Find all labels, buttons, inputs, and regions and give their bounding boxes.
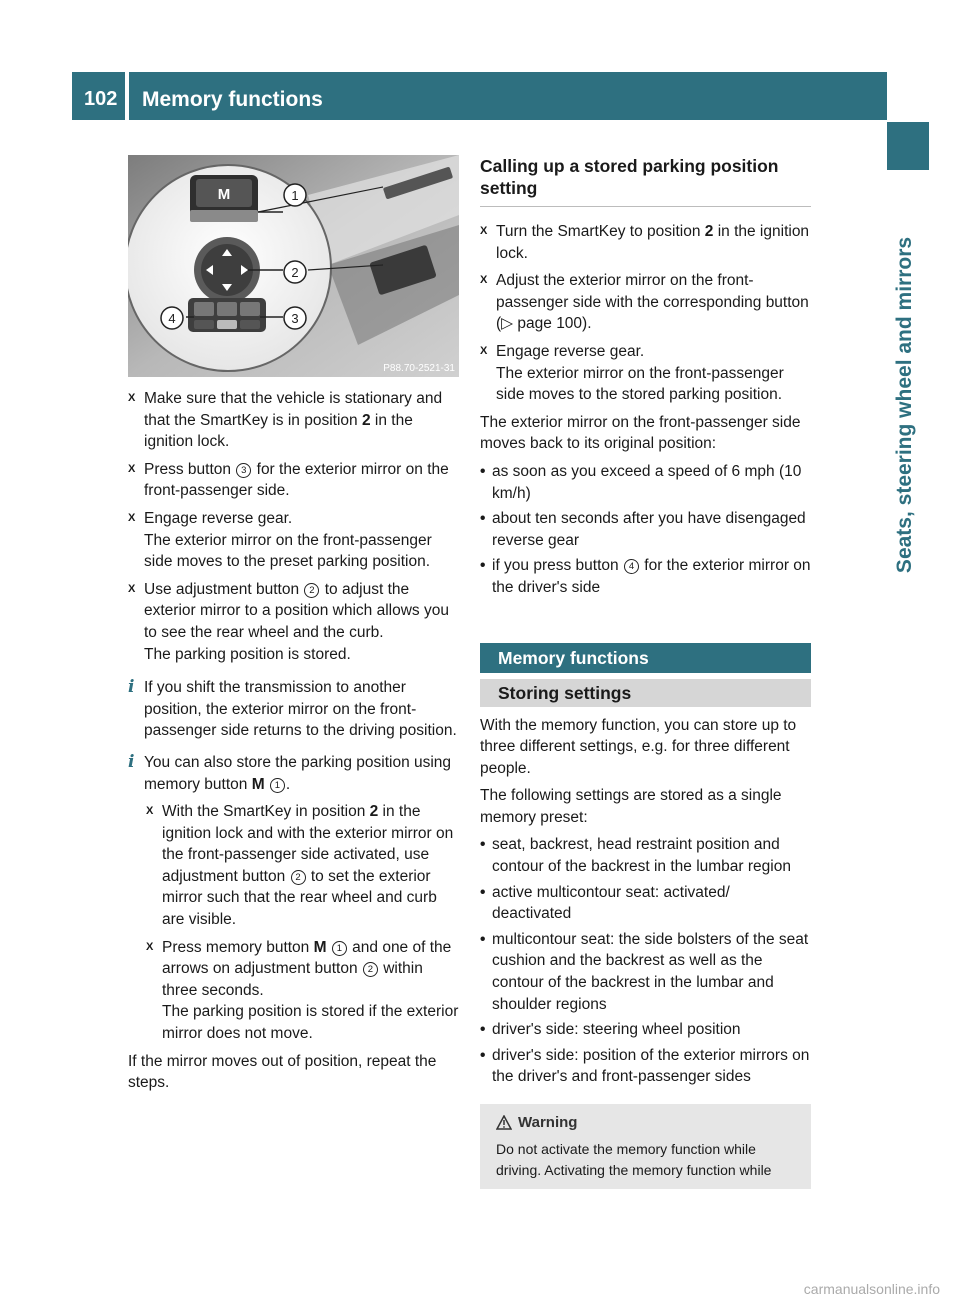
instruction-step: X Engage reverse gear. The exterior mirror on the front-passenger side moves to the preset parking position. [128,509,432,571]
body-text: The following settings are stored as a single memory preset: [480,787,782,826]
step-marker-icon: X [128,511,136,524]
info-note: i If you shift the transmission to another position, the exterior mirror on the front-passenger side returns to the driving position. [128,677,457,740]
list-item: • driver's side: steering wheel position [480,1021,741,1039]
warning-box [480,1104,811,1189]
section-bar: Memory functions [480,643,811,673]
callout-2: 2 [291,265,299,280]
instruction-step: X Press button 3 for the exterior mirror on the front-passenger side. [128,460,449,500]
watermark: carmanualsonline.info [803,1281,940,1297]
page-header [72,72,887,120]
left-column [128,388,460,1100]
callout-4: 4 [168,311,176,326]
subsection-bar: Storing settings [480,679,811,707]
list-item: • multicontour seat: the side bolsters of the seat cushion and the backrest as well as the contour of the backrest in the lumbar and shoulder regions [480,930,809,1013]
figure-code: P88.70-2521-31 [383,363,455,374]
list-item: • seat, backrest, head restraint position and contour of the backrest in the lumbar region [480,836,791,876]
right-column [480,155,811,1189]
section-side-label: Seats, steering wheel and mirrors [893,236,916,574]
outro-text: If the mirror moves out of position, repeat the steps. [128,1052,437,1092]
step-marker-icon: X [146,940,154,953]
list-item: • as soon as you exceed a speed of 6 mph (10 km/h) [480,462,802,502]
step-marker-icon: X [128,462,136,475]
step-marker-icon: X [128,582,136,595]
warning-title: Warning [496,1112,803,1133]
section-tab [887,122,929,170]
mirror-controls-figure [128,155,459,377]
step-marker-icon: X [146,805,154,818]
info-icon: i [128,677,135,698]
instruction-step: X Use adjustment button 2 to adjust the exterior mirror to a position which allows you to see the rear wheel and the curb. The parking position is stored. [128,580,449,663]
instruction-substep: X With the SmartKey in position 2 in the ignition lock and with the exterior mirror on the front-passenger side activated, use adjustment button 2 to set the exterior mirror such that the rear wheel and curb are visible. [146,803,454,929]
list-item: • driver's side: position of the exterior mirrors on the driver's and front-passenger sides [480,1046,810,1086]
step-marker-icon: X [480,344,488,357]
callout-ref: 2 [304,583,319,598]
callout-ref: 3 [236,463,251,478]
body-text: The exterior mirror on the front-passenger side moves back to its original position: [480,413,801,453]
warning-text: Do not activate the memory function while driving. Activating the memory function while [496,1141,772,1178]
step-marker-icon: X [480,274,488,287]
callout-ref: 4 [624,559,639,574]
page-title: Memory functions [142,88,323,111]
mirror-controls-illustration [128,155,459,377]
list-item: • about ten seconds after you have disengaged reverse gear [480,510,806,549]
instruction-step: X Adjust the exterior mirror on the front-passenger side with the corresponding button (▷ page 100). [480,272,809,333]
section-heading: Calling up a stored parking position setting [480,155,811,207]
callout-1: 1 [291,188,299,203]
instruction-step: X Turn the SmartKey to position 2 in the ignition lock. [480,223,810,262]
step-marker-icon: X [480,225,488,237]
info-icon: i [128,751,135,772]
list-item: • if you press button 4 for the exterior mirror on the driver's side [480,557,811,596]
page-number: 102 [84,88,118,110]
instruction-substep: X Press memory button M 1 and one of the arrows on adjustment button 2 within three seconds. The parking position is stored if the exterior mirror does not move. [146,938,459,1043]
page-ref-arrow-icon: ▷ [501,315,514,333]
memory-button-label: M [217,186,231,203]
body-text: With the memory function, you can store up to three different settings, e.g. for three different people. [480,716,797,777]
instruction-step: X Make sure that the vehicle is stationary and that the SmartKey is in position 2 in the ignition lock. [128,390,443,451]
callout-ref: 1 [270,778,285,793]
info-note: i You can also store the parking position using memory button M 1 . [128,751,452,793]
list-item: • active multicontour seat: activated/ deactivated [480,883,730,923]
callout-ref: 2 [363,962,378,977]
warning-triangle-icon [496,1115,512,1130]
callout-ref: 1 [332,941,347,956]
header-divider [125,72,129,120]
callout-3: 3 [291,311,299,326]
step-marker-icon: X [128,392,136,404]
callout-ref: 2 [291,870,306,885]
instruction-step: X Engage reverse gear. The exterior mirror on the front-passenger side moves to the stored parking position. [480,342,784,404]
